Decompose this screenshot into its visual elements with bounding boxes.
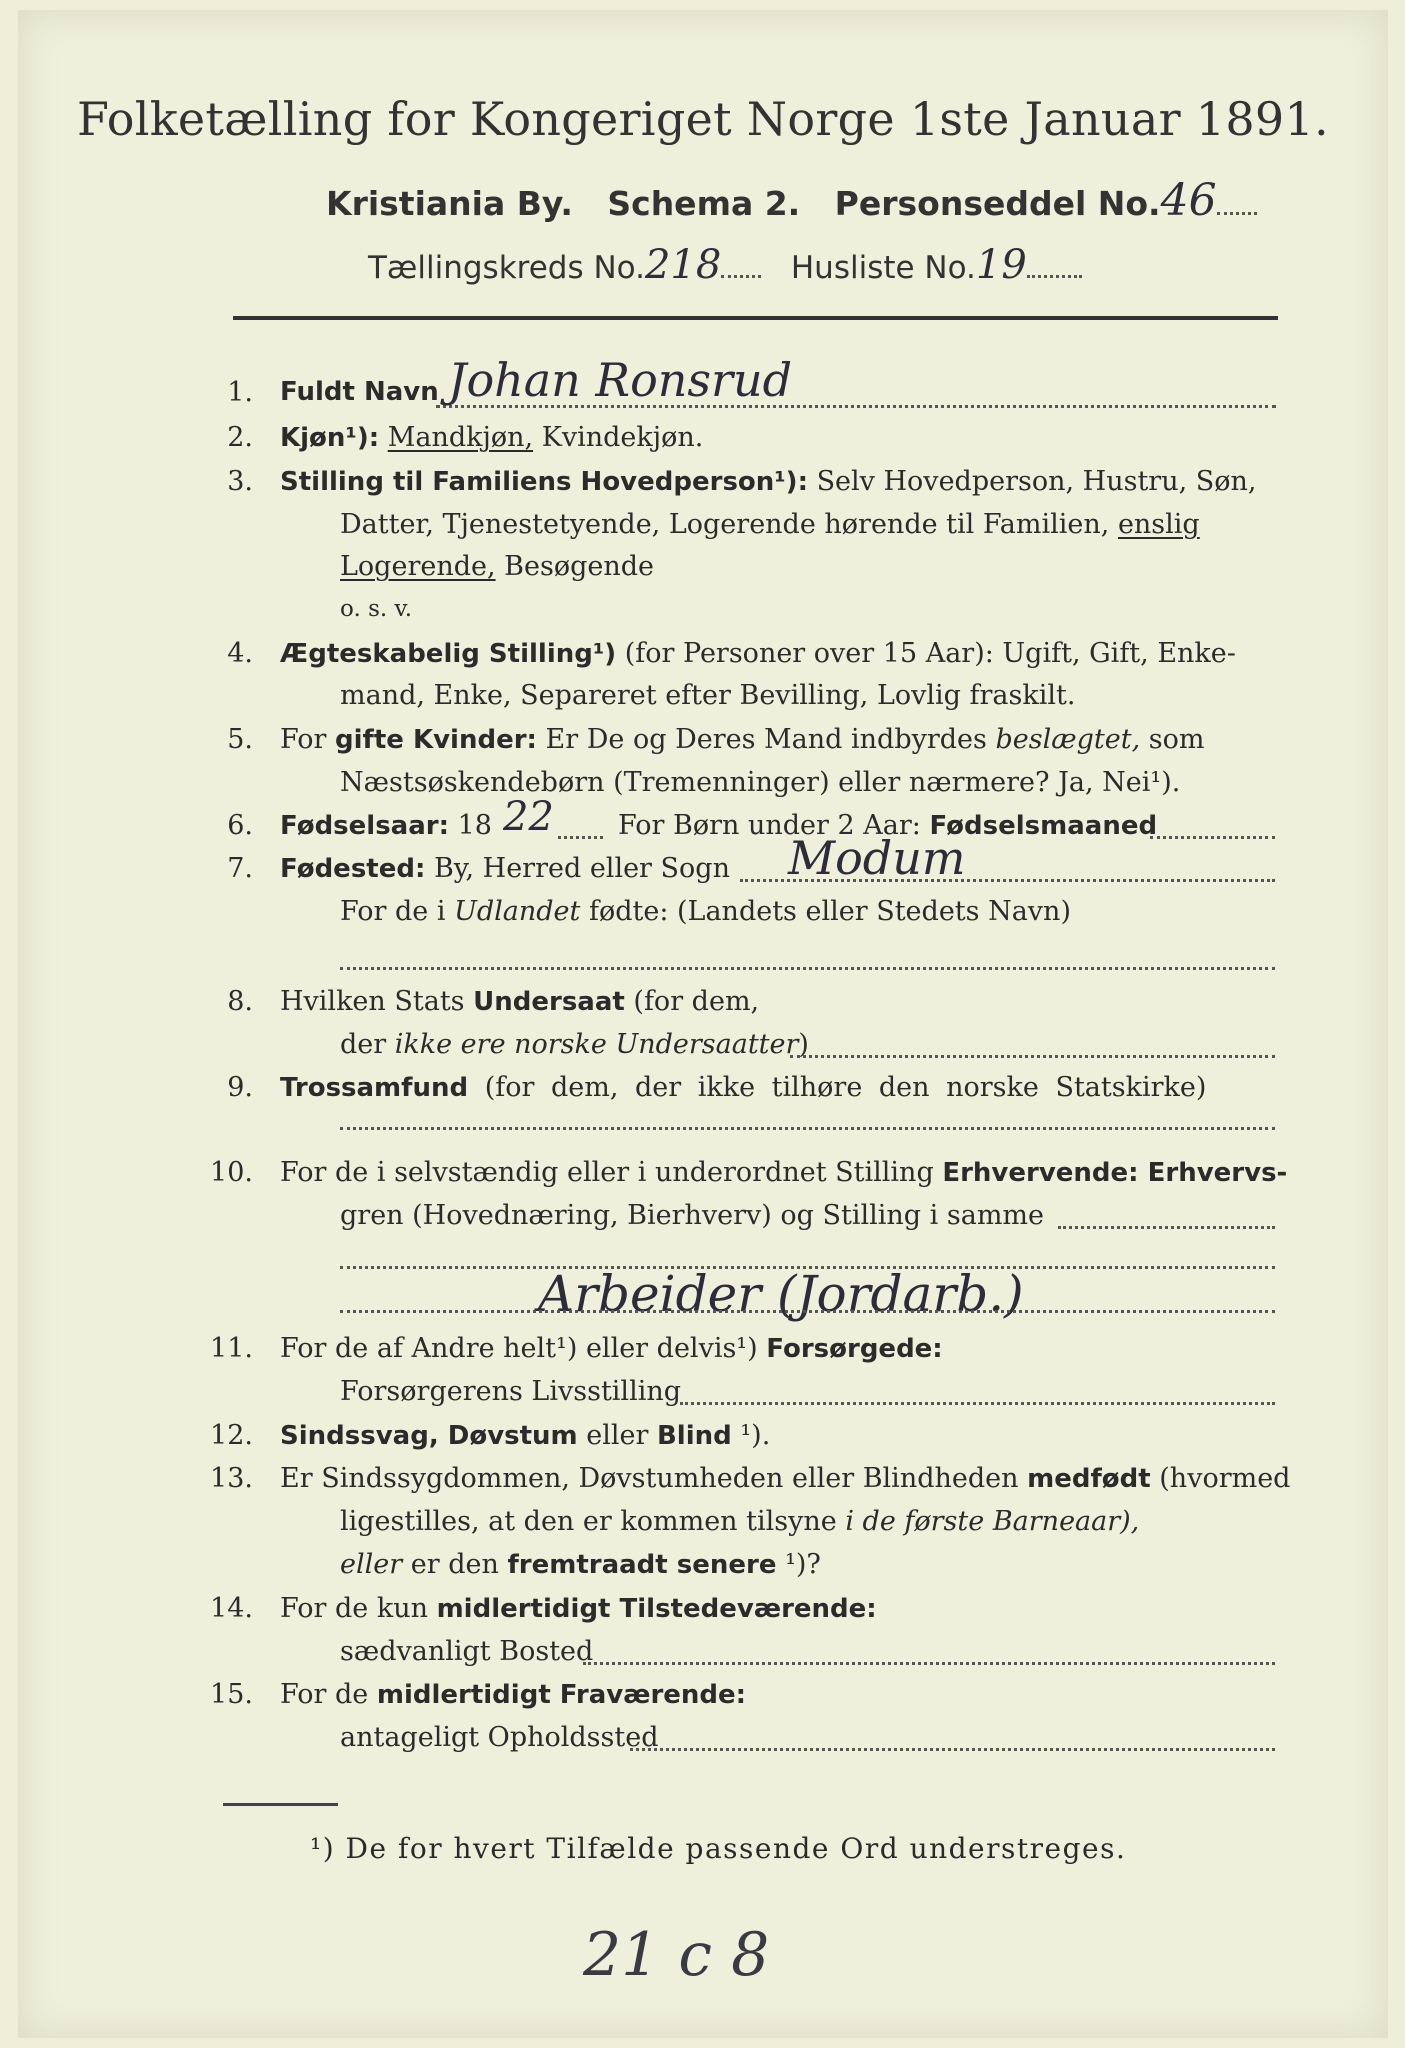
item-number: 2. xyxy=(227,422,253,453)
item-number: 5. xyxy=(227,724,253,755)
form-subtitle xyxy=(326,175,1257,226)
fill-line xyxy=(680,1402,1275,1405)
fill-line xyxy=(1150,836,1275,839)
item-text: mand, Enke, Separeret efter Bevilling, Lovlig fraskilt. xyxy=(340,680,1076,711)
item-label: Fuldt Navn xyxy=(280,377,439,407)
item-text: som xyxy=(1148,724,1205,755)
census-form: Folketælling for Kongeriget Norge 1ste Januar 1891. Kristiania By. Schema 2. Personseddel No.46 Tællingskreds No.218 Husliste No.19 1. Fuldt Navn Johan Ronsrud 2. Kjøn¹): Mandkjøn, Kvindekjøn. 3. Stilling til Familiens Hovedperson¹): Selv Hovedperson, Hustru, Søn, Datter, Tjenestetyende, Logerende hørende til Familien, enslig Logerende, Besøgende o. s. v. 4. Ægteskabelig Stilling¹) (for Personer over 15 Aar): Ugift, Gift, Enke- mand, Enke, Separeret efter Bevilling, Lovlig fraskilt. 5. For gifte Kvinder: Er De og Deres Mand indbyrdes beslægtet, som Næstsøskendebørn (Tremenninger) eller nærmere? Ja, Nei¹). 6. Fødselsaar: 18 22 For Børn under 2 Aar: Fødselsmaaned 7. Fødested: By, Herred eller Sogn Modum For de i Udlandet fødte: (Landets eller Stedets Navn) 8. Hvilken Stats Undersaat (for dem, der ikke ere norske Undersaatter) 9. Trossamfund (for dem, der ikke tilhøre den norske Statskirke) 10. For de i selvstændig eller i underordnet Stilling Erhvervende: Erhvervs- gren (Hovednæring, Bierhverv) og Stilling i samme Arbeider (Jordarb.) 11. For de af Andre helt¹) eller delvis¹) Forsørgede: Forsørgerens Livsstilling 12. Sindssvag, Døvstum eller Blind ¹). 13. Er Sindssygdommen, Døvstumheden eller Blindheden medfødt (hvormed ligestilles, at den er kommen tilsyne i de første Barneaar), eller er den fremtraadt senere ¹)? 14. For de kun midlertidigt Tilstedeværende: sædvanligt Bosted 15. For de midlertidigt Fraværende: antageligt Opholdssted ¹) De for hvert Tilfælde passende Ord understreges. 21 c 8 xyxy=(18,10,1388,2038)
item-label: medfødt xyxy=(1027,1464,1151,1494)
item-text: ¹)? xyxy=(785,1549,821,1580)
full-name-value: Johan Ronsrud xyxy=(448,353,793,407)
item-number: 10. xyxy=(210,1157,253,1188)
item-text: eller xyxy=(340,1549,403,1580)
item-number: 11. xyxy=(210,1333,253,1364)
item-label: Erhvervende: Erhvervs- xyxy=(942,1158,1288,1188)
item-label: Sindssvag, Døvstum xyxy=(280,1421,578,1451)
item-label: midlertidigt Fraværende: xyxy=(376,1680,747,1710)
item-text: Er Sindssygdommen, Døvstumheden eller Blindheden xyxy=(280,1463,1019,1494)
fill-line xyxy=(583,1662,1275,1665)
personseddel-label: Personseddel No. xyxy=(834,184,1161,223)
item-label: Trossamfund xyxy=(280,1073,469,1103)
item-number: 15. xyxy=(210,1679,253,1710)
item-text: By, Herred eller Sogn xyxy=(433,853,730,884)
header-divider xyxy=(233,316,1278,320)
item-number: 14. xyxy=(210,1593,253,1624)
item-text: 18 xyxy=(457,810,492,841)
item-label: Fødselsmaaned xyxy=(929,811,1158,841)
item-text: Hvilken Stats xyxy=(280,986,465,1017)
birthplace-value: Modum xyxy=(788,831,966,885)
item-text: ligestilles, at den er kommen tilsyne xyxy=(340,1506,837,1537)
item-text: Besøgende xyxy=(504,551,655,582)
kreds-number: 218 xyxy=(644,242,722,288)
item-text: For de kun xyxy=(280,1593,428,1624)
birth-year-value: 22 xyxy=(503,794,554,840)
item-text: For xyxy=(280,724,327,755)
item-text: beslægtet, xyxy=(995,724,1141,755)
city-label: Kristiania By. xyxy=(326,184,573,223)
item-number: 9. xyxy=(227,1072,253,1103)
option-selected: Mandkjøn, xyxy=(387,422,534,453)
fill-line xyxy=(790,1055,1275,1058)
kreds-label: Tællingskreds No. xyxy=(368,250,645,286)
item-label: Fødselsaar: xyxy=(280,811,449,841)
item-number: 13. xyxy=(210,1463,253,1494)
item-text: For Børn under 2 Aar: xyxy=(618,810,921,841)
item-text: Er De og Deres Mand indbyrdes xyxy=(545,724,987,755)
footnote-rule xyxy=(223,1803,338,1806)
item-number: 8. xyxy=(227,986,253,1017)
item-number: 7. xyxy=(227,853,253,884)
form-title: Folketælling for Kongeriget Norge 1ste Januar 1891. xyxy=(77,92,1329,146)
option-selected: enslig xyxy=(1117,509,1200,540)
item-text: (for Personer over 15 Aar): Ugift, Gift, Enke- xyxy=(624,638,1236,669)
item-text: i de første Barneaar), xyxy=(845,1506,1140,1537)
item-label: Fødested: xyxy=(280,854,426,884)
item-label: midlertidigt Tilstedeværende: xyxy=(436,1594,877,1624)
item-text: fødte: (Landets eller Stedets Navn) xyxy=(588,896,1071,927)
fill-line xyxy=(340,967,1275,970)
occupation-value: Arbeider (Jordarb.) xyxy=(538,1265,1024,1323)
item-text: antageligt Opholdssted xyxy=(340,1722,659,1753)
item-text: der xyxy=(340,1029,387,1060)
item-text: For de i selvstændig eller i underordnet Stilling xyxy=(280,1157,934,1188)
item-label: Kjøn¹): xyxy=(280,423,380,453)
item-number: 1. xyxy=(227,377,253,408)
fill-line xyxy=(1058,1226,1275,1229)
item-label: fremtraadt senere xyxy=(507,1550,777,1580)
husliste-label: Husliste No. xyxy=(790,250,976,286)
item-text: (hvormed xyxy=(1159,1463,1291,1494)
item-text: For de xyxy=(280,1679,369,1710)
option-selected: Logerende, xyxy=(340,551,496,582)
item-text: Næstsøskendebørn (Tremenninger) eller nærmere? Ja, Nei¹). xyxy=(340,767,1181,798)
husliste-number: 19 xyxy=(975,242,1027,288)
bottom-handwritten-note: 21 c 8 xyxy=(583,1920,770,1990)
item-number: 3. xyxy=(227,466,253,497)
item-label: Stilling til Familiens Hovedperson¹): xyxy=(280,467,808,497)
item-number: 6. xyxy=(227,810,253,841)
fill-line xyxy=(340,1310,1275,1313)
item-text: ikke ere norske Undersaatter xyxy=(394,1029,799,1060)
item-label: gifte Kvinder: xyxy=(335,725,537,755)
item-label: Blind xyxy=(656,1421,732,1451)
option: Kvindekjøn. xyxy=(541,422,704,453)
item-text: For de i xyxy=(340,896,446,927)
item-number: 12. xyxy=(210,1420,253,1451)
item-text: er den xyxy=(410,1549,499,1580)
item-text: sædvanligt Bosted xyxy=(340,1636,594,1667)
item-label: Ægteskabelig Stilling¹) xyxy=(280,639,617,669)
fill-line xyxy=(558,836,603,839)
item-text: Selv Hovedperson, Hustru, Søn, xyxy=(816,466,1257,497)
item-label: Undersaat xyxy=(473,987,625,1017)
item-text: (for dem, xyxy=(633,986,760,1017)
item-text: gren (Hovednæring, Bierhverv) og Stilling i samme xyxy=(340,1200,1045,1231)
schema-label: Schema 2. xyxy=(607,184,801,223)
form-kreds-line xyxy=(368,242,1082,288)
fill-line xyxy=(340,1127,1275,1130)
personseddel-number: 46 xyxy=(1160,175,1217,226)
item-text: (for dem, der ikke tilhøre den norske Statskirke) xyxy=(484,1072,1207,1103)
item-label: Forsørgede: xyxy=(766,1334,943,1364)
item-text: o. s. v. xyxy=(340,596,413,622)
item-text: Datter, Tjenestetyende, Logerende hørende til Familien, xyxy=(340,509,1110,540)
item-text: Udlandet xyxy=(454,896,581,927)
item-text: Forsørgerens Livsstilling xyxy=(340,1376,682,1407)
item-text: eller xyxy=(586,1420,649,1451)
footnote: ¹) De for hvert Tilfælde passende Ord understreges. xyxy=(310,1832,1127,1865)
item-number: 4. xyxy=(227,638,253,669)
item-text: For de af Andre helt¹) eller delvis¹) xyxy=(280,1333,758,1364)
fill-line xyxy=(630,1748,1275,1751)
